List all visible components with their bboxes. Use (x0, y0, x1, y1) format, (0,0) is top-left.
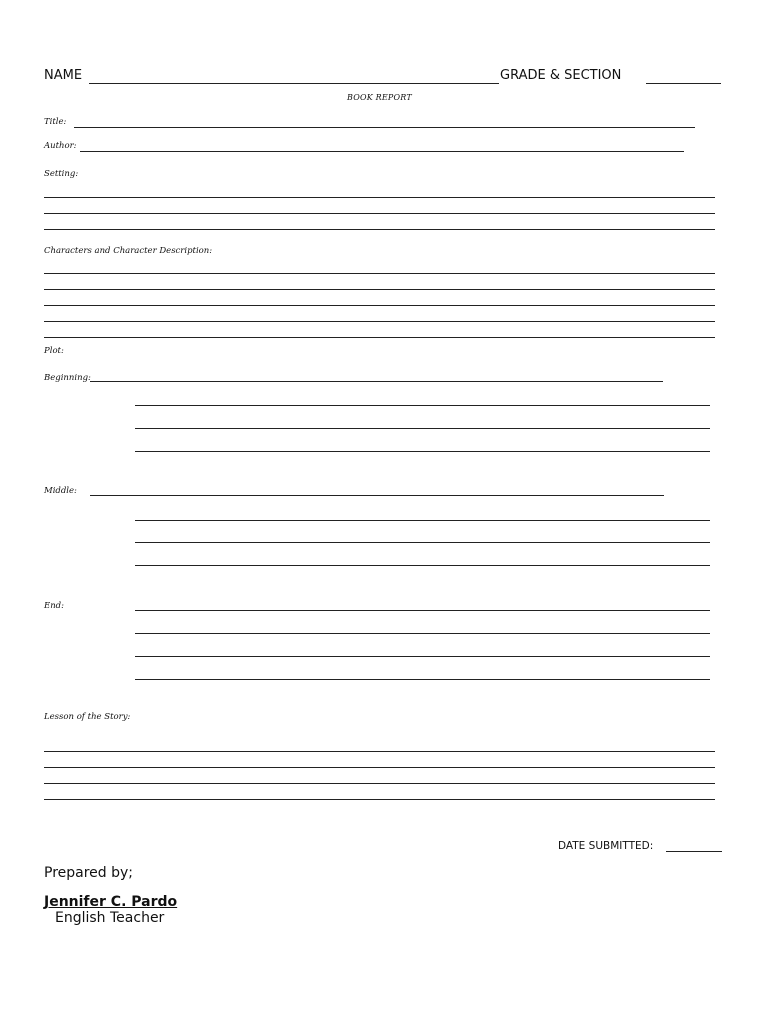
beginning-line[interactable] (90, 381, 663, 382)
characters-line[interactable] (44, 289, 715, 290)
lesson-line[interactable] (44, 751, 715, 752)
author-line[interactable] (80, 151, 684, 152)
teacher-name: Jennifer C. Pardo (44, 894, 178, 910)
middle-line[interactable] (135, 520, 710, 521)
lesson-line[interactable] (44, 767, 715, 768)
date-submitted-line[interactable] (666, 851, 722, 852)
beginning-line[interactable] (135, 428, 710, 429)
middle-line[interactable] (135, 565, 710, 566)
characters-line[interactable] (44, 321, 715, 322)
characters-line[interactable] (44, 273, 715, 274)
prepared-by-label: Prepared by; (44, 865, 134, 881)
teacher-role: English Teacher (55, 910, 165, 926)
beginning-line[interactable] (135, 405, 710, 406)
name-line[interactable] (89, 83, 499, 84)
setting-line[interactable] (44, 197, 715, 198)
middle-line[interactable] (135, 542, 710, 543)
date-submitted-label: DATE SUBMITTED: (558, 840, 654, 852)
middle-label: Middle: (44, 486, 77, 496)
title-label: Title: (44, 117, 67, 127)
end-line[interactable] (135, 656, 710, 657)
middle-line[interactable] (90, 495, 664, 496)
author-label: Author: (44, 141, 77, 151)
beginning-line[interactable] (135, 451, 710, 452)
characters-line[interactable] (44, 337, 715, 338)
grade-section-label: GRADE & SECTION (500, 68, 622, 83)
end-line[interactable] (135, 633, 710, 634)
grade-section-line[interactable] (646, 83, 721, 84)
setting-label: Setting: (44, 169, 79, 179)
lesson-line[interactable] (44, 783, 715, 784)
end-label: End: (44, 601, 64, 611)
plot-label: Plot: (44, 346, 64, 356)
title-line[interactable] (74, 127, 695, 128)
name-label: NAME (44, 68, 83, 83)
lesson-line[interactable] (44, 799, 715, 800)
beginning-label: Beginning: (44, 373, 91, 383)
lesson-label: Lesson of the Story: (44, 712, 131, 722)
setting-line[interactable] (44, 213, 715, 214)
characters-label: Characters and Character Description: (44, 246, 213, 256)
end-line[interactable] (135, 610, 710, 611)
setting-line[interactable] (44, 229, 715, 230)
form-title: BOOK REPORT (347, 93, 412, 102)
characters-line[interactable] (44, 305, 715, 306)
end-line[interactable] (135, 679, 710, 680)
